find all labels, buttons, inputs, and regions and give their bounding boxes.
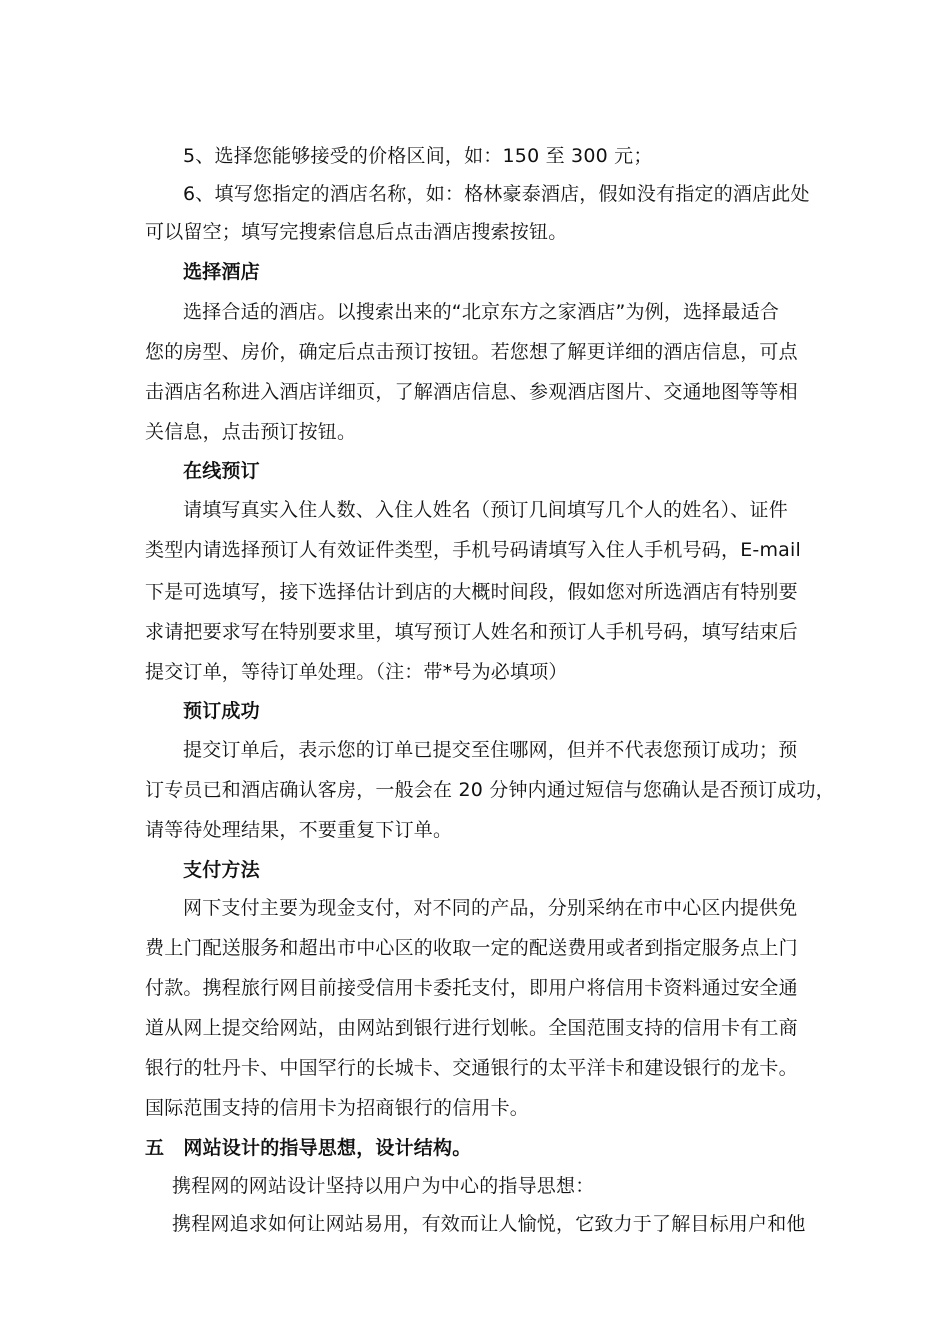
body-text: 费上门配送服务和超出市中心区的收取一定的配送费用或者到指定服务点上门: [145, 937, 798, 959]
body-text: 银行的牡丹卡、中国罕行的长城卡、交通银行的太平洋卡和建设银行的龙卡。: [145, 1057, 798, 1079]
body-text: 网下支付主要为现金支付，对不同的产品，分别采纳在市中心区内提供免: [183, 897, 798, 919]
body-text: 请等待处理结果，不要重复下订单。: [145, 819, 453, 841]
body-text: 选择合适的酒店。以搜索出来的“北京东方之家酒店”为例，选择最适合: [183, 301, 780, 323]
body-text: 您的房型、房价，确定后点击预订按钮。若您想了解更详细的酒店信息，可点: [145, 341, 798, 363]
list-item-price-range: 5、选择您能够接受的价格区间，如：150 至 300 元；: [183, 145, 653, 167]
body-text: 道从网上提交给网站，由网站到银行进行划帐。全国范围支持的信用卡有工商: [145, 1017, 798, 1039]
chapter-heading-site-design: 五 网站设计的指导思想，设计结构。: [145, 1137, 472, 1159]
body-text: 下是可选填写，接下选择估计到店的大概时间段，假如您对所选酒店有特别要: [145, 581, 798, 603]
body-text: 关信息，点击预订按钮。: [145, 421, 357, 443]
body-text: 携程网追求如何让网站易用，有效而让人愉悦，它致力于了解目标用户和他: [172, 1213, 806, 1235]
body-text: 国际范围支持的信用卡为招商银行的信用卡。: [145, 1097, 530, 1119]
body-text: 击酒店名称进入酒店详细页，了解酒店信息、参观酒店图片、交通地图等等相: [145, 381, 798, 403]
body-text: 提交订单，等待订单处理。（注：带*号为必填项）: [145, 661, 568, 683]
section-heading-booking-success: 预订成功: [183, 700, 260, 722]
body-text: 付款。携程旅行网目前接受信用卡委托支付，即用户将信用卡资料通过安全通: [145, 977, 798, 999]
body-text: 提交订单后，表示您的订单已提交至住哪网，但并不代表您预订成功；预: [183, 739, 798, 761]
section-heading-select-hotel: 选择酒店: [183, 261, 260, 283]
body-text: 订专员已和酒店确认客房，一般会在 20 分钟内通过短信与您确认是否预订成功，: [145, 779, 835, 801]
section-heading-payment-method: 支付方法: [183, 859, 260, 881]
body-text: 可以留空；填写完搜索信息后点击酒店搜索按钮。: [145, 221, 568, 243]
body-text: 求请把要求写在特别要求里，填写预订人姓名和预订人手机号码，填写结束后: [145, 621, 798, 643]
body-text: 请填写真实入住人数、入住人姓名（预订几间填写几个人的姓名）、证件: [183, 499, 788, 521]
body-text: 携程网的网站设计坚持以用户为中心的指导思想：: [172, 1175, 595, 1197]
list-item-hotel-name: 6、填写您指定的酒店名称，如：格林豪泰酒店，假如没有指定的酒店此处: [183, 183, 810, 205]
body-text: 类型内请选择预订人有效证件类型，手机号码请填写入住人手机号码，E-mail: [145, 539, 801, 561]
section-heading-online-booking: 在线预订: [183, 460, 260, 482]
